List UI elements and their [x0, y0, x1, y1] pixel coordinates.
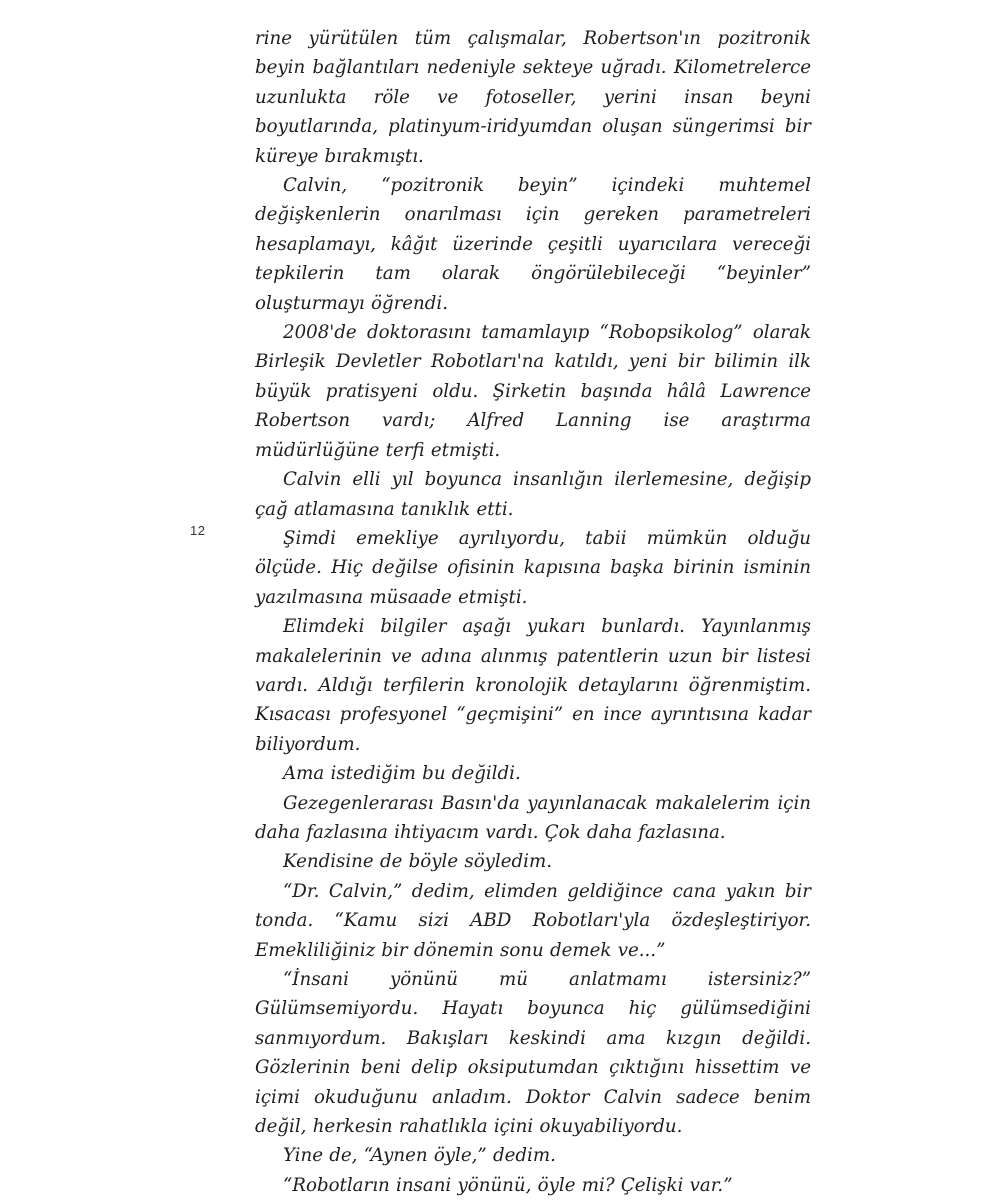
paragraph: Yine de, “Aynen öyle,” dedim. [283, 1145, 556, 1167]
paragraph: Calvin, “pozitronik beyin” içindeki muhtemel değişkenlerin onarılması için gereken parametreleri hesaplamayı, kâğıt üzerinde çeşitli uyarıcılara vereceği tepkilerin tam olarak öngörülebileceği “beyinler” oluşturmayı öğrendi. [255, 175, 811, 314]
paragraph: 2008'de doktorasını tamamlayıp “Robopsikolog” olarak Birleşik Devletler Robotları'na katıldı, yeni bir bilimin ilk büyük pratisyeni oldu. Şirketin başında hâlâ Lawrence Robertson vardı; Alfred Lanning ise araştırma müdürlüğüne terfi etmişti. [255, 322, 811, 461]
page-number: 12 [190, 523, 206, 538]
paragraph: “İnsani yönünü mü anlatmamı istersiniz?” Gülümsemiyordu. Hayatı boyunca hiç gülümsediğini sanmıyordum. Bakışları keskindi ama kızgın değildi. Gözlerinin beni delip oksiputumdan çıktığını hissettim ve içimi okuduğunu anladım. Doktor Calvin sadece benim değil, herkesin rahatlıkla içini okuyabiliyordu. [255, 969, 811, 1138]
paragraph: Şimdi emekliye ayrılıyordu, tabii mümkün olduğu ölçüde. Hiç değilse ofisinin kapısına başka birinin isminin yazılmasına müsaade etmişti. [255, 527, 811, 608]
paragraph: Gezegenlerarası Basın'da yayınlanacak makalelerim için daha fazlasına ihtiyacım vardı. Çok daha fazlasına. [255, 792, 811, 843]
paragraph: rine yürütülen tüm çalışmalar, Robertson'ın pozitronik beyin bağlantıları nedeniyle sekteye uğradı. Kilometrelerce uzunlukta röle ve fotoseller, yerini insan beyni boyutlarında, platinyum-iridyumdan oluşan süngerimsi bir küreye bırakmıştı. [255, 28, 811, 167]
paragraph: “Dr. Calvin,” dedim, elimden geldiğince cana yakın bir tonda. “Kamu sizi ABD Robotları'yla özdeşleştiriyor. Emekliliğiniz bir dönemin sonu demek ve...” [255, 880, 811, 961]
body-text [255, 24, 811, 1200]
paragraph: “Robotların insani yönünü, öyle mi? Çelişki var.” [283, 1174, 733, 1196]
paragraph: Calvin elli yıl boyunca insanlığın ilerlemesine, değişip çağ atlamasına tanıklık etti. [255, 469, 811, 520]
paragraph: Elimdeki bilgiler aşağı yukarı bunlardı. Yayınlanmış makalelerinin ve adına alınmış patentlerin uzun bir listesi vardı. Aldığı terfilerin kronolojik detaylarını öğrenmiştim. Kısacası profesyonel “geçmişini” en ince ayrıntısına kadar biliyordum. [255, 616, 811, 755]
paragraph: Ama istediğim bu değildi. [283, 763, 521, 785]
paragraph: Kendisine de böyle söyledim. [283, 851, 552, 873]
